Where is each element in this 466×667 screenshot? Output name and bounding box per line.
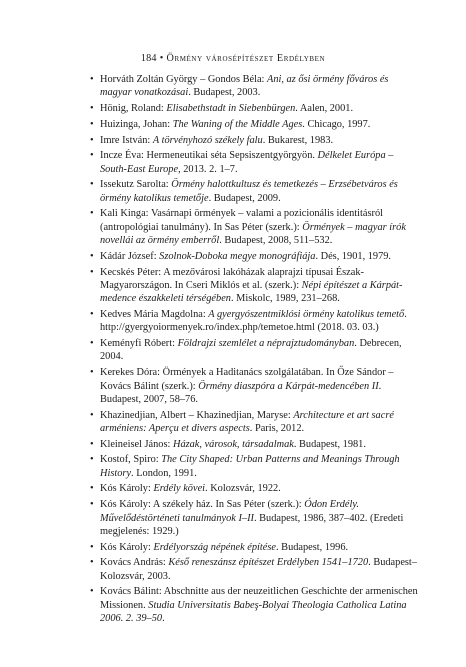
entry-title: Ani, az ősi örmény főváros és magyar vonatkozásai [100,74,389,99]
bullet-marker: • [90,586,94,598]
bibliography-entry [90,266,418,306]
bullet-marker: • [90,367,94,379]
entry-text: . London, 1991. [131,467,197,479]
entry-text: Kós Károly: A székely ház. In Sas Péter (szerk.): [100,499,305,511]
entry-title: The Waning of the Middle Ages [172,118,303,130]
entry-text: Kovács András: [100,557,169,569]
entry-title: Erdély kövei [153,483,206,495]
bullet-marker: • [90,557,94,569]
running-head [0,53,466,64]
entry-title: Erdélyország népének építése [153,541,276,553]
entry-text: Incze Éva: Hermeneutikai séta Sepsiszentgyörgyön. [100,150,318,162]
entry-text: Kedves Mária Magdolna: [100,309,209,321]
entry-title: A törvényhozó székely falu [152,134,263,146]
running-head-title: Örmény városépítészet Erdélyben [166,53,326,64]
bibliography-list [90,73,418,628]
bibliography-entry [90,308,418,335]
bullet-marker: • [90,150,94,162]
entry-title: A gyergyószentmiklósi örmény katolikus temető [208,309,405,321]
entry-text: Kleineisel János: [100,438,173,450]
entry-title: Örmények – magyar írók novellái az örmény emberről [100,221,406,247]
bibliography-entry [90,482,418,495]
entry-title: Ódon Erdély. Művelődéstörténeti tanulmányok I–II [100,499,360,524]
entry-title: The City Shaped: Urban Patterns and Meanings Through History [100,454,400,479]
entry-text: . http://gyergyoiormenyek.ro/index.php/temetoe.html (2018. 03. 03.) [100,309,407,334]
bibliography-entry [90,585,418,625]
bibliography-entry [90,118,418,131]
entry-text: . Dés, 1901, 1979. [315,250,392,262]
page-number: 184 [140,53,157,64]
bullet-marker: • [90,134,94,146]
bullet-marker: • [90,179,94,191]
entry-text: . Budapest, 1986, 387–402. (Eredeti megjelenés: 1929.) [100,512,404,537]
bullet-marker: • [90,103,94,115]
entry-text: Kali Kinga: Vasárnapi örmények – valami a pozicionális identitásról (antropológiai tanulmány). In Sas Péter (szerk.): [100,208,384,233]
bibliography-entry [90,134,418,147]
entry-text: . Budapest, 2009. [208,192,281,204]
bullet-marker: • [90,208,94,220]
entry-title: Délkelet Európa – South-East Europe [100,150,394,175]
entry-title: Földrajzi szemlélet a néprajztudományban [177,338,355,350]
bullet-marker: • [90,409,94,421]
bibliography-entry [90,250,418,263]
bibliography-entry [90,409,418,436]
entry-title: Késő reneszánsz építészet Erdélyben 1541–1720 [168,557,369,569]
entry-title: Studia Universitatis Babeş-Bolyai Theologia Catholica Latina 2006. 2. 39–50 [100,599,407,625]
bibliography-entry [90,178,418,205]
entry-title: Szolnok-Doboka megye monográfiája [159,250,316,262]
entry-title: Népi építészet a Kárpát-medence északkeleti térségében [100,279,403,305]
entry-text: . Budapest, 2003. [188,87,261,99]
bullet-marker: • [90,74,94,85]
bullet-marker: • [90,541,94,553]
bibliography-entry [90,556,418,583]
entry-text: Huizinga, Johan: [100,118,173,130]
bullet-marker: • [90,499,94,511]
entry-title: Architecture et art sacré arméniens: Aperçu et divers aspects [100,409,394,434]
entry-text: . Budapest, 2008, 511–532. [219,235,333,247]
entry-text: Khazinedjian, Albert – Khazinedjian, Maryse: [100,409,294,421]
entry-text: Imre István: [100,134,153,146]
bullet-marker: • [90,118,94,130]
bullet-marker: • [90,454,94,466]
entry-text: . Paris, 2012. [249,422,305,434]
bullet-marker: • [90,483,94,495]
entry-title: Örmény diaszpóra a Kárpát-medencében II [198,380,379,392]
entry-text: Kovács Bálint: Abschnitte aus der neuzeitlichen Geschichte der armenischen Missionen. [100,586,418,611]
entry-text: Issekutz Sarolta: [100,179,172,191]
entry-text: . Aalen, 2001. [295,103,354,115]
entry-text: Keményfi Róbert: [100,338,178,350]
entry-text: . Miskolc, 1989, 231–268. [230,293,340,305]
entry-text: Hönig, Roland: [100,103,167,115]
bibliography-entry [90,102,418,115]
entry-text: Kádár József: [100,250,160,262]
entry-text: Kecskés Péter: A mezővárosi lakóházak alaprajzi típusai Észak-Magyarországon. In Cseri Miklós et al. (szerk.): [100,266,364,291]
bibliography-entry [90,541,418,554]
entry-text: . Budapest, 2007, 58–76. [100,380,382,405]
entry-title: Elisabethstadt in Siebenbürgen [166,103,296,115]
bullet-marker: • [90,438,94,450]
bibliography-entry [90,453,418,480]
bibliography-entry [90,149,418,176]
entry-text: . Chicago, 1997. [302,118,371,130]
running-head-separator: • [159,53,164,64]
entry-text: Horváth Zoltán György – Gondos Béla: [100,74,268,85]
bibliography-entry [90,337,418,364]
entry-text: . Budapest–Kolozsvár, 2003. [100,557,417,582]
entry-text: Kós Károly: [100,541,154,553]
bibliography-entry [90,498,418,538]
entry-text: . Budapest, 1981. [293,438,366,450]
entry-text: . [162,613,165,625]
bibliography-entry [90,366,418,406]
entry-text: . Kolozsvár, 1922. [205,483,281,495]
entry-text: Kós Károly: [100,483,154,495]
entry-title: Házak, városok, társadalmak [172,438,294,450]
bibliography-entry [90,73,418,100]
bibliography-entry [90,438,418,451]
entry-text: , 2013. 2. 1–7. [178,163,238,175]
entry-text: . Debrecen, 2004. [100,338,402,363]
entry-text: . Bukarest, 1983. [262,134,334,146]
bullet-marker: • [90,250,94,262]
bullet-marker: • [90,309,94,321]
entry-text: Kostof, Spiro: [100,454,162,466]
bullet-marker: • [90,266,94,278]
bullet-marker: • [90,338,94,350]
entry-text: Kerekes Dóra: Örmények a Haditanács szolgálatában. In Őze Sándor – Kovács Bálint (szerk.): [100,367,394,392]
bibliography-entry [90,207,418,247]
entry-title: Örmény halottkultusz és temetkezés – Erzsébetváros és örmény katolikus temetője [100,179,398,204]
entry-text: . Budapest, 1996. [276,541,349,553]
